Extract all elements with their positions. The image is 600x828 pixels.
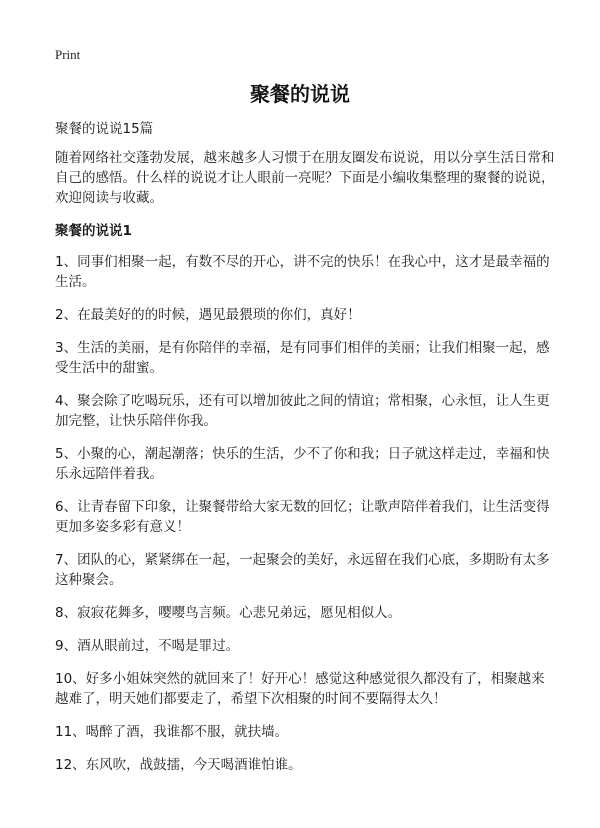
list-item: 12、东风吹，战鼓擂，今天喝酒谁怕谁。 [55, 757, 302, 773]
list-item: 2、在最美好的的时候，遇见最猥琐的你们，真好！ [55, 307, 361, 323]
intro-paragraph: 随着网络社交蓬勃发展，越来越多人习惯于在朋友圈发布说说，用以分享生活日常和自己的感悟。什么样的说说才让人眼前一亮呢？下面是小编收集整理的聚餐的说说，欢迎阅读与收藏。 [55, 150, 555, 206]
page-title: 聚餐的说说 [250, 82, 350, 106]
list-item: 4、聚会除了吃喝玩乐，还有可以增加彼此之间的情谊；常相聚，心永恒，让人生更加完整，让快乐陪伴你我。 [55, 393, 550, 429]
list-item: 5、小聚的心，潮起潮落；快乐的生活，少不了你和我；日子就这样走过，幸福和快乐永远陪伴着我。 [55, 446, 550, 482]
list-item: 9、酒从眼前过，不喝是罪过。 [55, 638, 240, 654]
list-item: 3、生活的美丽，是有你陪伴的幸福，是有同事们相伴的美丽；让我们相聚一起，感受生活中的甜蜜。 [55, 340, 550, 376]
article-subtitle: 聚餐的说说15篇 [55, 121, 154, 137]
list-item: 1、同事们相聚一起，有数不尽的开心，讲不完的快乐！在我心中，这才是最幸福的生活。 [55, 254, 550, 290]
list-item: 10、好多小姐妹突然的就回来了！好开心！感觉这种感觉很久都没有了，相聚越来越难了，明天她们都要走了，希望下次相聚的时间不要隔得太久！ [55, 671, 545, 707]
print-link[interactable]: Print [55, 47, 81, 62]
list-item: 6、让青春留下印象，让聚餐带给大家无数的回忆；让歌声陪伴着我们，让生活变得更加多姿多彩有意义！ [55, 499, 550, 535]
list-item: 11、喝醉了酒，我谁都不服，就扶墙。 [55, 724, 289, 740]
section-heading: 聚餐的说说1 [55, 223, 132, 239]
list-item: 7、团队的心，紧紧绑在一起，一起聚会的美好，永远留在我们心底，多期盼有太多这种聚会。 [55, 552, 550, 588]
article-body [55, 119, 555, 788]
list-item: 8、寂寂花舞多，嘤嘤鸟言频。心悲兄弟远，愿见相似人。 [55, 605, 402, 621]
